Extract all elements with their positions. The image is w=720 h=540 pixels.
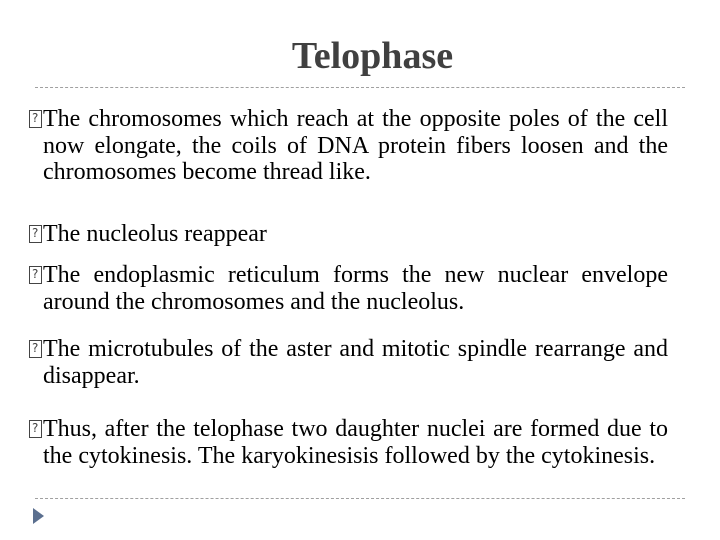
play-arrow-icon[interactable] — [33, 508, 44, 524]
bullet-text: The chromosomes which reach at the opposite poles of the cell now elongate, the coils of DNA protein fibers loosen and the chromosomes become thread like. — [43, 106, 668, 185]
slide-title: Telophase — [291, 35, 454, 77]
bullet-text: The microtubules of the aster and mitotic spindle rearrange and disappear. — [43, 336, 668, 389]
title-divider — [35, 87, 685, 88]
bullet-item-4 — [43, 336, 668, 389]
bullet-text: The endoplasmic reticulum forms the new nuclear envelope around the chromosomes and the nucleolus. — [43, 262, 668, 315]
footer-divider — [35, 498, 685, 499]
bullet-item-3 — [43, 262, 668, 315]
bullet-item-2 — [43, 221, 668, 248]
box-bullet-icon — [29, 110, 42, 128]
box-bullet-icon — [29, 420, 42, 438]
box-bullet-icon — [29, 266, 42, 284]
box-bullet-icon — [29, 340, 42, 358]
box-bullet-icon — [29, 225, 42, 243]
bullet-item-1 — [43, 106, 668, 186]
bullet-text: The nucleolus reappear — [43, 221, 267, 247]
bullet-item-5 — [43, 416, 668, 469]
bullet-text: Thus, after the telophase two daughter nuclei are formed due to the cytokinesis. The karyokinesisis followed by the cytokinesis. — [43, 416, 668, 469]
